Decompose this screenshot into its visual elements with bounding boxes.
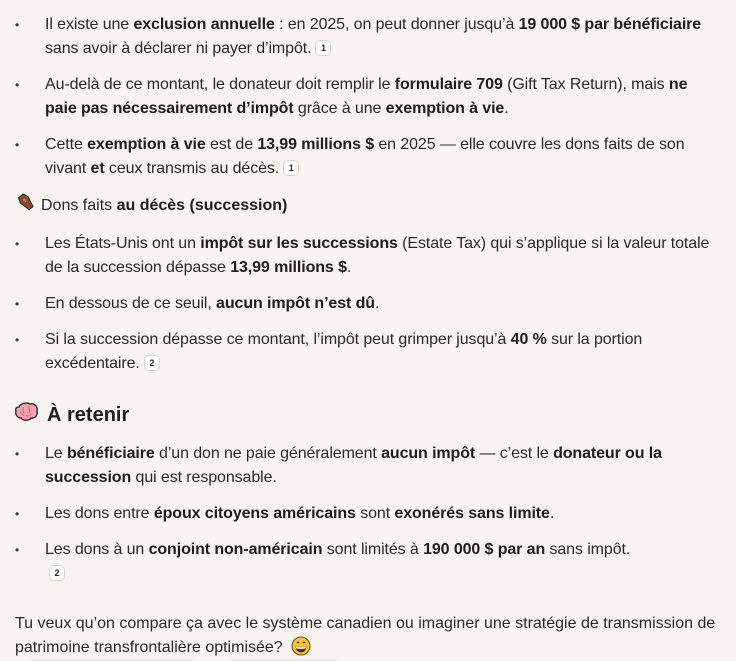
bold-text: donateur ou la succession <box>45 445 662 486</box>
bold-text: 13,99 millions $ <box>257 136 375 153</box>
bold-text: exemption à vie <box>385 100 505 117</box>
text: sans avoir à déclarer ni payer d’impôt. <box>45 40 312 57</box>
bullet-marker: • <box>15 447 20 461</box>
bold-text: aucun impôt <box>381 445 476 462</box>
list-item <box>15 538 720 586</box>
bold-text: exclusion annuelle <box>133 16 275 33</box>
retain-heading <box>15 402 720 428</box>
grinning-face-icon <box>291 636 311 661</box>
list-item <box>15 133 720 181</box>
bold-text: conjoint non-américain <box>148 541 323 558</box>
bold-text: exemption à vie <box>87 136 206 153</box>
list-item <box>15 232 720 280</box>
bold-text: époux citoyens américains <box>153 505 356 522</box>
list-item <box>15 502 720 526</box>
key-takeaways-list <box>15 442 720 586</box>
citation-badge[interactable]: 1 <box>283 160 299 176</box>
text: sur la portion excédentaire. <box>45 331 643 372</box>
citation-badge[interactable]: 1 <box>315 40 331 56</box>
text: : en 2025, on peut donner jusqu’à <box>274 16 519 33</box>
text: (Estate Tax) qui s’applique si la valeur totale de la succession dépasse <box>45 235 710 276</box>
bullet-marker: • <box>15 297 20 311</box>
closing-question <box>15 612 720 661</box>
estate-tax-list <box>15 232 720 376</box>
bold-text: 19 000 $ par bénéficiaire <box>518 16 702 33</box>
list-item <box>15 442 720 490</box>
bold-text: 13,99 millions $ <box>230 259 347 276</box>
list-item <box>15 292 720 316</box>
text: Il existe une <box>45 16 134 33</box>
list-item <box>15 73 720 121</box>
bullet-marker: • <box>15 237 20 251</box>
bullet-marker: • <box>15 138 20 152</box>
list-item <box>15 328 720 376</box>
text: grâce à une <box>293 100 386 117</box>
retain-title: À retenir <box>47 403 130 426</box>
gift-rules-list <box>15 13 720 181</box>
death-section-title-bold: au décès (succession) <box>116 197 288 214</box>
bold-text: aucun impôt n’est dû <box>216 295 375 312</box>
text: sont limités à <box>322 541 424 558</box>
text: sans impôt. <box>545 541 631 558</box>
brain-icon <box>15 402 39 428</box>
text: qui est responsable. <box>131 469 277 486</box>
text: en 2025 — elle couvre les dons faits de son vivant <box>45 136 685 177</box>
text: Les États-Unis ont un <box>45 235 201 252</box>
text: Le <box>45 445 67 462</box>
text: Les dons entre <box>45 505 154 522</box>
text: sont <box>355 505 395 522</box>
text: (Gift Tax Return), mais <box>502 76 669 93</box>
death-section-heading <box>17 193 720 219</box>
text: ceux transmis au décès. <box>104 160 280 177</box>
bold-text: 190 000 $ par an <box>423 541 546 558</box>
text: . <box>549 505 555 522</box>
list-item <box>15 13 720 61</box>
citation-badge[interactable]: 2 <box>144 355 160 371</box>
text: Les dons à un <box>45 541 149 558</box>
bullet-marker: • <box>15 333 20 347</box>
text: Au-delà de ce montant, le donateur doit remplir le <box>45 76 395 93</box>
text: d’un don ne paie généralement <box>154 445 382 462</box>
text: . <box>346 259 352 276</box>
death-section-title-plain: Dons faits <box>41 197 117 214</box>
bullet-marker: • <box>15 507 20 521</box>
text: Si la succession dépasse ce montant, l’impôt peut grimper jusqu’à <box>45 331 511 348</box>
assistant-message <box>15 0 720 661</box>
text: . <box>374 295 380 312</box>
bold-text: ne paie pas nécessairement d’impôt <box>45 76 688 117</box>
bullet-marker: • <box>15 18 20 32</box>
closing-text: Tu veux qu’on compare ça avec le système canadien ou imaginer une stratégie de transmission de patrimoine transfrontalière optimisée? <box>15 615 716 656</box>
text: En dessous de ce seuil, <box>45 295 217 312</box>
bullet-marker: • <box>15 78 20 92</box>
text: . <box>504 100 509 117</box>
text: — c’est le <box>475 445 554 462</box>
text: Cette <box>45 136 88 153</box>
coffin-icon <box>17 193 35 219</box>
bold-text: bénéficiaire <box>66 445 155 462</box>
bold-text: formulaire 709 <box>394 76 503 93</box>
bold-text: exonérés sans limite <box>394 505 550 522</box>
citation-badge[interactable]: 2 <box>49 565 65 581</box>
bullet-marker: • <box>15 543 20 557</box>
bold-text: et <box>90 160 105 177</box>
bold-text: 40 % <box>510 331 547 348</box>
text: est de <box>205 136 258 153</box>
bold-text: impôt sur les successions <box>200 235 398 252</box>
